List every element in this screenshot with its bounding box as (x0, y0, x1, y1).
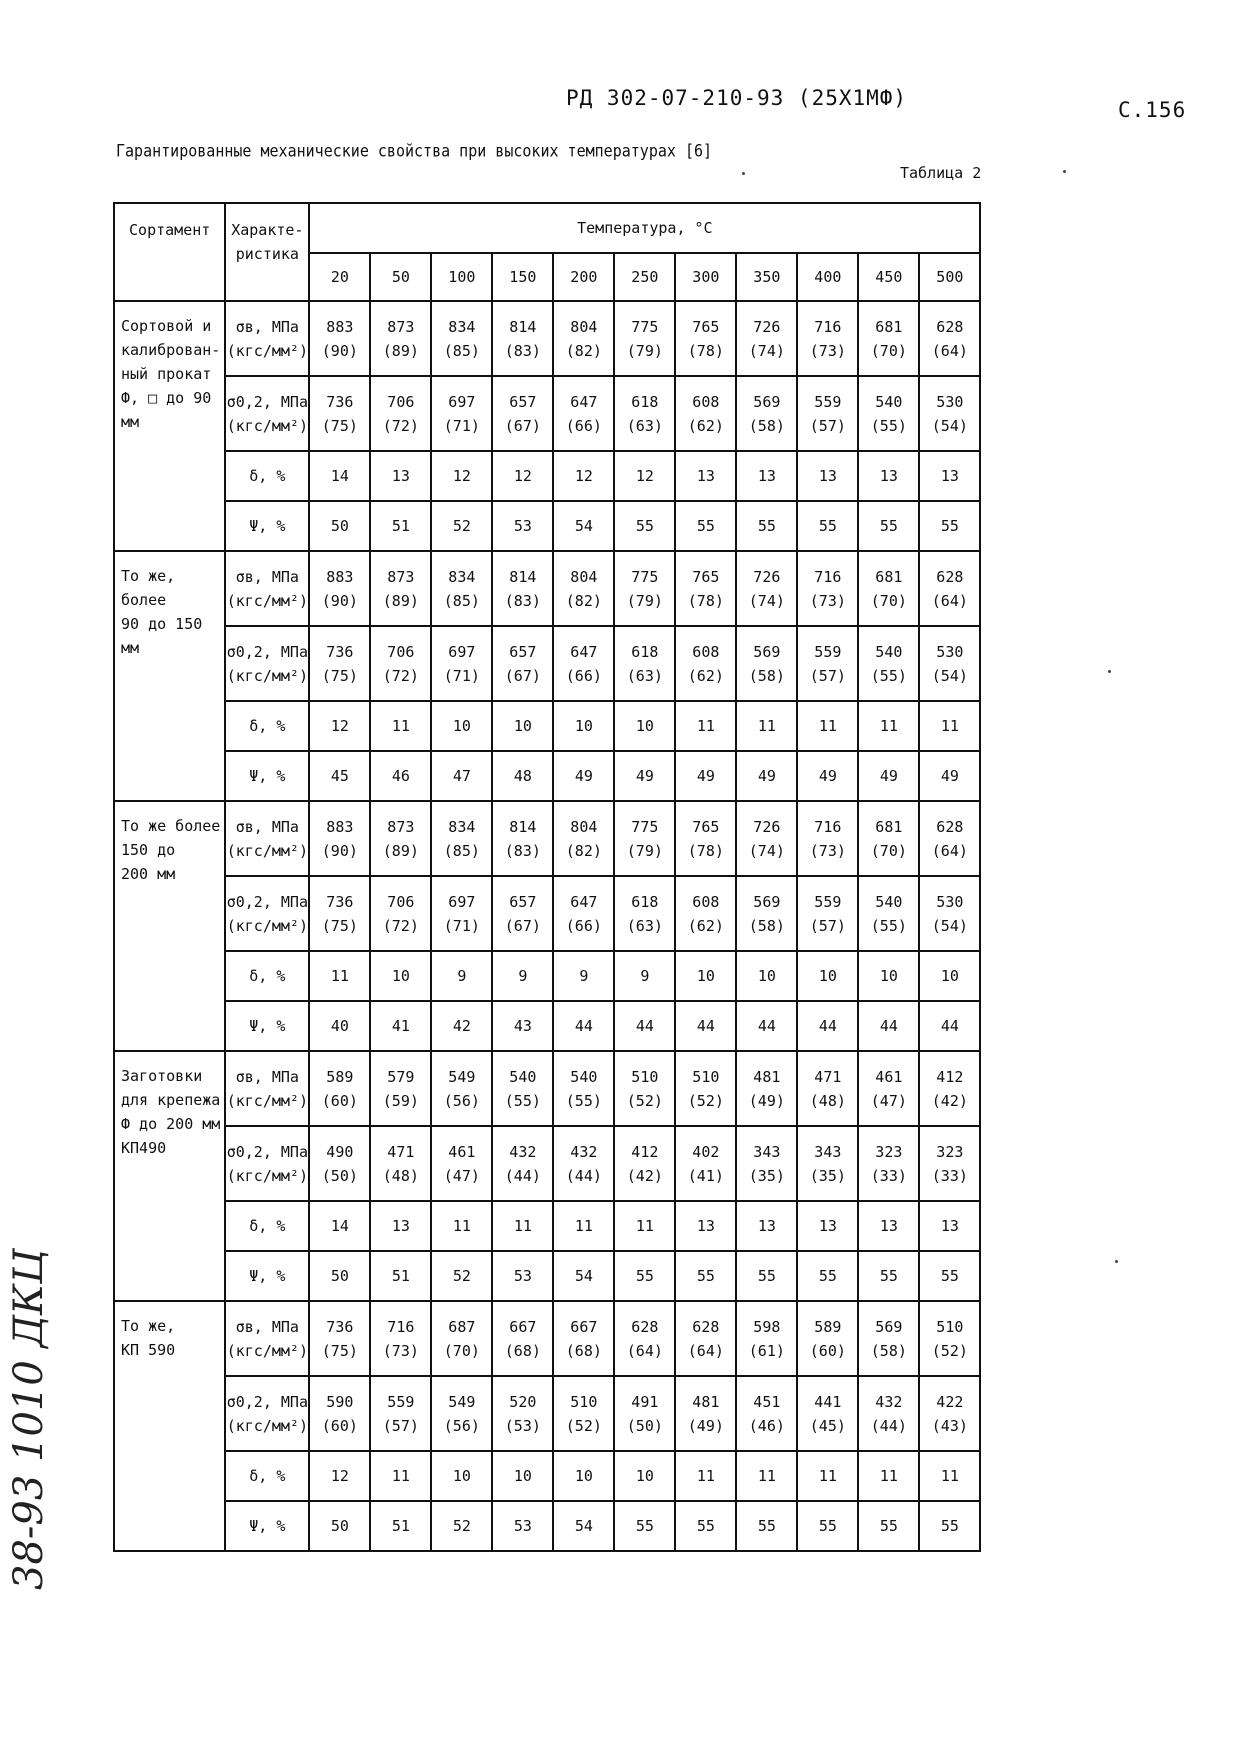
value-cell: 628 (64) (614, 1301, 675, 1376)
value-cell: 10 (797, 951, 858, 1001)
value-cell: 13 (736, 451, 797, 501)
characteristic-cell: Ψ, % (225, 751, 309, 801)
value-cell: 510 (52) (553, 1376, 614, 1451)
value-cell: 44 (858, 1001, 919, 1051)
value-cell: 883 (90) (309, 551, 370, 626)
characteristic-cell: δ, % (225, 1201, 309, 1251)
value-cell: 432 (44) (553, 1126, 614, 1201)
value-cell: 10 (431, 1451, 492, 1501)
temperature-header: 150 (492, 253, 553, 301)
temperature-header: 300 (675, 253, 736, 301)
value-cell: 481 (49) (736, 1051, 797, 1126)
value-cell: 873 (89) (370, 801, 431, 876)
value-cell: 804 (82) (553, 551, 614, 626)
value-cell: 628 (64) (919, 801, 980, 876)
value-cell: 883 (90) (309, 801, 370, 876)
value-cell: 11 (370, 1451, 431, 1501)
value-cell: 628 (64) (919, 551, 980, 626)
header-sortament: Сортамент (114, 203, 225, 301)
value-cell: 55 (797, 1501, 858, 1551)
value-cell: 49 (858, 751, 919, 801)
value-cell: 13 (736, 1201, 797, 1251)
value-cell: 10 (492, 701, 553, 751)
value-cell: 491 (50) (614, 1376, 675, 1451)
value-cell: 706 (72) (370, 876, 431, 951)
value-cell: 10 (492, 1451, 553, 1501)
value-cell: 775 (79) (614, 551, 675, 626)
characteristic-cell: Ψ, % (225, 501, 309, 551)
characteristic-cell: δ, % (225, 951, 309, 1001)
temperature-header: 450 (858, 253, 919, 301)
value-cell: 736 (75) (309, 1301, 370, 1376)
value-cell: 51 (370, 1251, 431, 1301)
temperature-header: 500 (919, 253, 980, 301)
table-row (114, 301, 980, 376)
value-cell: 42 (431, 1001, 492, 1051)
value-cell: 49 (553, 751, 614, 801)
value-cell: 46 (370, 751, 431, 801)
value-cell: 55 (736, 501, 797, 551)
value-cell: 11 (797, 701, 858, 751)
value-cell: 55 (675, 1251, 736, 1301)
value-cell: 55 (614, 501, 675, 551)
characteristic-cell: σв, МПа (кгс/мм²) (225, 551, 309, 626)
table-label: Таблица 2 (900, 164, 982, 182)
characteristic-cell: σ0,2, МПа (кгс/мм²) (225, 876, 309, 951)
characteristic-cell: σ0,2, МПа (кгс/мм²) (225, 1126, 309, 1201)
value-cell: 12 (309, 1451, 370, 1501)
value-cell: 10 (614, 701, 675, 751)
scan-speck (1063, 170, 1066, 173)
value-cell: 540 (55) (553, 1051, 614, 1126)
value-cell: 706 (72) (370, 626, 431, 701)
value-cell: 579 (59) (370, 1051, 431, 1126)
value-cell: 11 (858, 1451, 919, 1501)
value-cell: 598 (61) (736, 1301, 797, 1376)
value-cell: 726 (74) (736, 551, 797, 626)
value-cell: 11 (309, 951, 370, 1001)
value-cell: 608 (62) (675, 376, 736, 451)
temperature-header: 50 (370, 253, 431, 301)
value-cell: 14 (309, 451, 370, 501)
value-cell: 697 (71) (431, 626, 492, 701)
value-cell: 50 (309, 501, 370, 551)
value-cell: 41 (370, 1001, 431, 1051)
value-cell: 49 (919, 751, 980, 801)
characteristic-cell: σ0,2, МПа (кгс/мм²) (225, 376, 309, 451)
value-cell: 681 (70) (858, 301, 919, 376)
value-cell: 55 (736, 1501, 797, 1551)
table-row (114, 751, 980, 801)
value-cell: 10 (431, 701, 492, 751)
table-row (114, 1451, 980, 1501)
value-cell: 55 (797, 501, 858, 551)
value-cell: 11 (370, 701, 431, 751)
value-cell: 510 (52) (919, 1301, 980, 1376)
table-row (114, 1201, 980, 1251)
document-code: РД 302-07-210-93 (25Х1МФ) (566, 86, 908, 110)
header-characteristic: Характе- ристика (225, 203, 309, 301)
sortament-cell: Сортовой и калиброван- ный прокат Ф, □ до 90 мм (114, 301, 225, 551)
value-cell: 11 (919, 701, 980, 751)
table-row (114, 1251, 980, 1301)
value-cell: 834 (85) (431, 551, 492, 626)
value-cell: 44 (736, 1001, 797, 1051)
value-cell: 9 (553, 951, 614, 1001)
value-cell: 11 (675, 701, 736, 751)
value-cell: 540 (55) (858, 376, 919, 451)
table-row (114, 876, 980, 951)
value-cell: 50 (309, 1501, 370, 1551)
table-row (114, 801, 980, 876)
value-cell: 50 (309, 1251, 370, 1301)
value-cell: 432 (44) (492, 1126, 553, 1201)
value-cell: 9 (492, 951, 553, 1001)
characteristic-cell: δ, % (225, 1451, 309, 1501)
value-cell: 11 (858, 701, 919, 751)
value-cell: 765 (78) (675, 801, 736, 876)
sortament-cell: Заготовки для крепежа Ф до 200 мм КП490 (114, 1051, 225, 1301)
value-cell: 52 (431, 501, 492, 551)
value-cell: 549 (56) (431, 1051, 492, 1126)
characteristic-cell: Ψ, % (225, 1501, 309, 1551)
value-cell: 618 (63) (614, 876, 675, 951)
value-cell: 51 (370, 501, 431, 551)
value-cell: 765 (78) (675, 301, 736, 376)
value-cell: 628 (64) (919, 301, 980, 376)
value-cell: 716 (73) (370, 1301, 431, 1376)
value-cell: 569 (58) (858, 1301, 919, 1376)
value-cell: 13 (858, 1201, 919, 1251)
value-cell: 608 (62) (675, 626, 736, 701)
value-cell: 471 (48) (370, 1126, 431, 1201)
value-cell: 13 (858, 451, 919, 501)
value-cell: 716 (73) (797, 301, 858, 376)
table-row (114, 626, 980, 701)
value-cell: 55 (858, 1251, 919, 1301)
value-cell: 834 (85) (431, 301, 492, 376)
value-cell: 873 (89) (370, 301, 431, 376)
value-cell: 11 (919, 1451, 980, 1501)
sortament-cell: То же, КП 590 (114, 1301, 225, 1551)
value-cell: 530 (54) (919, 376, 980, 451)
value-cell: 49 (614, 751, 675, 801)
value-cell: 873 (89) (370, 551, 431, 626)
value-cell: 726 (74) (736, 301, 797, 376)
value-cell: 883 (90) (309, 301, 370, 376)
characteristic-cell: σ0,2, МПа (кгс/мм²) (225, 626, 309, 701)
table-row (114, 1051, 980, 1126)
value-cell: 55 (614, 1251, 675, 1301)
sortament-cell: То же, более 90 до 150 мм (114, 551, 225, 801)
value-cell: 775 (79) (614, 801, 675, 876)
value-cell: 49 (736, 751, 797, 801)
value-cell: 402 (41) (675, 1126, 736, 1201)
value-cell: 47 (431, 751, 492, 801)
value-cell: 490 (50) (309, 1126, 370, 1201)
value-cell: 343 (35) (797, 1126, 858, 1201)
value-cell: 697 (71) (431, 376, 492, 451)
value-cell: 657 (67) (492, 376, 553, 451)
value-cell: 510 (52) (614, 1051, 675, 1126)
value-cell: 422 (43) (919, 1376, 980, 1451)
value-cell: 323 (33) (858, 1126, 919, 1201)
value-cell: 736 (75) (309, 876, 370, 951)
value-cell: 12 (492, 451, 553, 501)
value-cell: 10 (736, 951, 797, 1001)
value-cell: 13 (675, 1201, 736, 1251)
table-row (114, 451, 980, 501)
value-cell: 55 (919, 1501, 980, 1551)
value-cell: 323 (33) (919, 1126, 980, 1201)
temperature-header: 200 (553, 253, 614, 301)
value-cell: 451 (46) (736, 1376, 797, 1451)
value-cell: 52 (431, 1501, 492, 1551)
value-cell: 49 (675, 751, 736, 801)
value-cell: 569 (58) (736, 626, 797, 701)
value-cell: 775 (79) (614, 301, 675, 376)
value-cell: 657 (67) (492, 626, 553, 701)
value-cell: 559 (57) (370, 1376, 431, 1451)
value-cell: 44 (614, 1001, 675, 1051)
temperature-header: 250 (614, 253, 675, 301)
value-cell: 540 (55) (858, 876, 919, 951)
characteristic-cell: Ψ, % (225, 1001, 309, 1051)
value-cell: 589 (60) (797, 1301, 858, 1376)
value-cell: 681 (70) (858, 801, 919, 876)
value-cell: 618 (63) (614, 626, 675, 701)
value-cell: 559 (57) (797, 626, 858, 701)
value-cell: 647 (66) (553, 376, 614, 451)
value-cell: 10 (675, 951, 736, 1001)
temperature-header: 400 (797, 253, 858, 301)
value-cell: 51 (370, 1501, 431, 1551)
value-cell: 13 (919, 1201, 980, 1251)
value-cell: 736 (75) (309, 376, 370, 451)
scan-speck (1108, 670, 1111, 673)
table-row (114, 1001, 980, 1051)
characteristic-cell: σв, МПа (кгс/мм²) (225, 1051, 309, 1126)
header-temperature: Температура, °С (309, 203, 980, 253)
value-cell: 55 (858, 1501, 919, 1551)
value-cell: 628 (64) (675, 1301, 736, 1376)
value-cell: 45 (309, 751, 370, 801)
value-cell: 471 (48) (797, 1051, 858, 1126)
table-row (114, 501, 980, 551)
value-cell: 54 (553, 1501, 614, 1551)
characteristic-cell: δ, % (225, 451, 309, 501)
value-cell: 13 (370, 451, 431, 501)
value-cell: 687 (70) (431, 1301, 492, 1376)
value-cell: 10 (919, 951, 980, 1001)
table-row (114, 951, 980, 1001)
value-cell: 55 (614, 1501, 675, 1551)
temperature-header: 350 (736, 253, 797, 301)
value-cell: 765 (78) (675, 551, 736, 626)
value-cell: 10 (858, 951, 919, 1001)
value-cell: 55 (675, 1501, 736, 1551)
value-cell: 441 (45) (797, 1376, 858, 1451)
value-cell: 530 (54) (919, 626, 980, 701)
value-cell: 9 (431, 951, 492, 1001)
value-cell: 559 (57) (797, 876, 858, 951)
value-cell: 432 (44) (858, 1376, 919, 1451)
table-row (114, 1126, 980, 1201)
value-cell: 834 (85) (431, 801, 492, 876)
page-number: С.156 (1118, 98, 1187, 122)
value-cell: 569 (58) (736, 876, 797, 951)
value-cell: 44 (553, 1001, 614, 1051)
value-cell: 10 (553, 1451, 614, 1501)
value-cell: 11 (431, 1201, 492, 1251)
value-cell: 43 (492, 1001, 553, 1051)
value-cell: 559 (57) (797, 376, 858, 451)
characteristic-cell: δ, % (225, 701, 309, 751)
value-cell: 13 (797, 451, 858, 501)
value-cell: 804 (82) (553, 801, 614, 876)
value-cell: 530 (54) (919, 876, 980, 951)
table-row (114, 1376, 980, 1451)
value-cell: 54 (553, 501, 614, 551)
value-cell: 814 (83) (492, 301, 553, 376)
value-cell: 55 (736, 1251, 797, 1301)
value-cell: 53 (492, 1251, 553, 1301)
value-cell: 716 (73) (797, 801, 858, 876)
scan-speck (1115, 1260, 1118, 1263)
value-cell: 11 (614, 1201, 675, 1251)
table-caption: Гарантированные механические свойства при высоких температурах [6] (116, 141, 713, 161)
value-cell: 55 (858, 501, 919, 551)
value-cell: 44 (919, 1001, 980, 1051)
value-cell: 412 (42) (614, 1126, 675, 1201)
value-cell: 11 (492, 1201, 553, 1251)
value-cell: 343 (35) (736, 1126, 797, 1201)
scan-speck (742, 172, 745, 175)
value-cell: 726 (74) (736, 801, 797, 876)
value-cell: 590 (60) (309, 1376, 370, 1451)
table-row (114, 701, 980, 751)
table-header (114, 203, 980, 301)
table-row (114, 376, 980, 451)
value-cell: 716 (73) (797, 551, 858, 626)
value-cell: 55 (919, 501, 980, 551)
table-body (114, 301, 980, 1551)
value-cell: 461 (47) (431, 1126, 492, 1201)
value-cell: 549 (56) (431, 1376, 492, 1451)
value-cell: 814 (83) (492, 801, 553, 876)
sortament-cell: То же более 150 до 200 мм (114, 801, 225, 1051)
value-cell: 55 (919, 1251, 980, 1301)
value-cell: 11 (675, 1451, 736, 1501)
value-cell: 608 (62) (675, 876, 736, 951)
value-cell: 12 (309, 701, 370, 751)
value-cell: 12 (553, 451, 614, 501)
value-cell: 12 (431, 451, 492, 501)
value-cell: 52 (431, 1251, 492, 1301)
value-cell: 10 (614, 1451, 675, 1501)
value-cell: 44 (797, 1001, 858, 1051)
table-row (114, 1301, 980, 1376)
value-cell: 647 (66) (553, 626, 614, 701)
value-cell: 461 (47) (858, 1051, 919, 1126)
value-cell: 589 (60) (309, 1051, 370, 1126)
value-cell: 481 (49) (675, 1376, 736, 1451)
value-cell: 11 (736, 701, 797, 751)
value-cell: 11 (736, 1451, 797, 1501)
value-cell: 569 (58) (736, 376, 797, 451)
value-cell: 54 (553, 1251, 614, 1301)
value-cell: 667 (68) (492, 1301, 553, 1376)
value-cell: 10 (553, 701, 614, 751)
value-cell: 40 (309, 1001, 370, 1051)
value-cell: 9 (614, 951, 675, 1001)
value-cell: 540 (55) (492, 1051, 553, 1126)
value-cell: 49 (797, 751, 858, 801)
value-cell: 13 (675, 451, 736, 501)
value-cell: 706 (72) (370, 376, 431, 451)
temperature-header: 100 (431, 253, 492, 301)
table-row (114, 551, 980, 626)
value-cell: 53 (492, 501, 553, 551)
value-cell: 814 (83) (492, 551, 553, 626)
value-cell: 540 (55) (858, 626, 919, 701)
value-cell: 13 (919, 451, 980, 501)
value-cell: 804 (82) (553, 301, 614, 376)
value-cell: 13 (370, 1201, 431, 1251)
value-cell: 667 (68) (553, 1301, 614, 1376)
value-cell: 11 (553, 1201, 614, 1251)
value-cell: 510 (52) (675, 1051, 736, 1126)
value-cell: 618 (63) (614, 376, 675, 451)
characteristic-cell: σв, МПа (кгс/мм²) (225, 1301, 309, 1376)
characteristic-cell: σв, МПа (кгс/мм²) (225, 801, 309, 876)
value-cell: 520 (53) (492, 1376, 553, 1451)
properties-table (113, 202, 981, 1552)
value-cell: 412 (42) (919, 1051, 980, 1126)
value-cell: 55 (797, 1251, 858, 1301)
temperature-header: 20 (309, 253, 370, 301)
handwritten-margin-note: 38-93 1010 ДКЦ (6, 1249, 52, 1590)
value-cell: 10 (370, 951, 431, 1001)
value-cell: 647 (66) (553, 876, 614, 951)
value-cell: 48 (492, 751, 553, 801)
value-cell: 681 (70) (858, 551, 919, 626)
table-row (114, 1501, 980, 1551)
characteristic-cell: Ψ, % (225, 1251, 309, 1301)
characteristic-cell: σв, МПа (кгс/мм²) (225, 301, 309, 376)
value-cell: 55 (675, 501, 736, 551)
value-cell: 697 (71) (431, 876, 492, 951)
value-cell: 736 (75) (309, 626, 370, 701)
value-cell: 44 (675, 1001, 736, 1051)
value-cell: 14 (309, 1201, 370, 1251)
value-cell: 11 (797, 1451, 858, 1501)
value-cell: 657 (67) (492, 876, 553, 951)
value-cell: 12 (614, 451, 675, 501)
value-cell: 13 (797, 1201, 858, 1251)
value-cell: 53 (492, 1501, 553, 1551)
characteristic-cell: σ0,2, МПа (кгс/мм²) (225, 1376, 309, 1451)
